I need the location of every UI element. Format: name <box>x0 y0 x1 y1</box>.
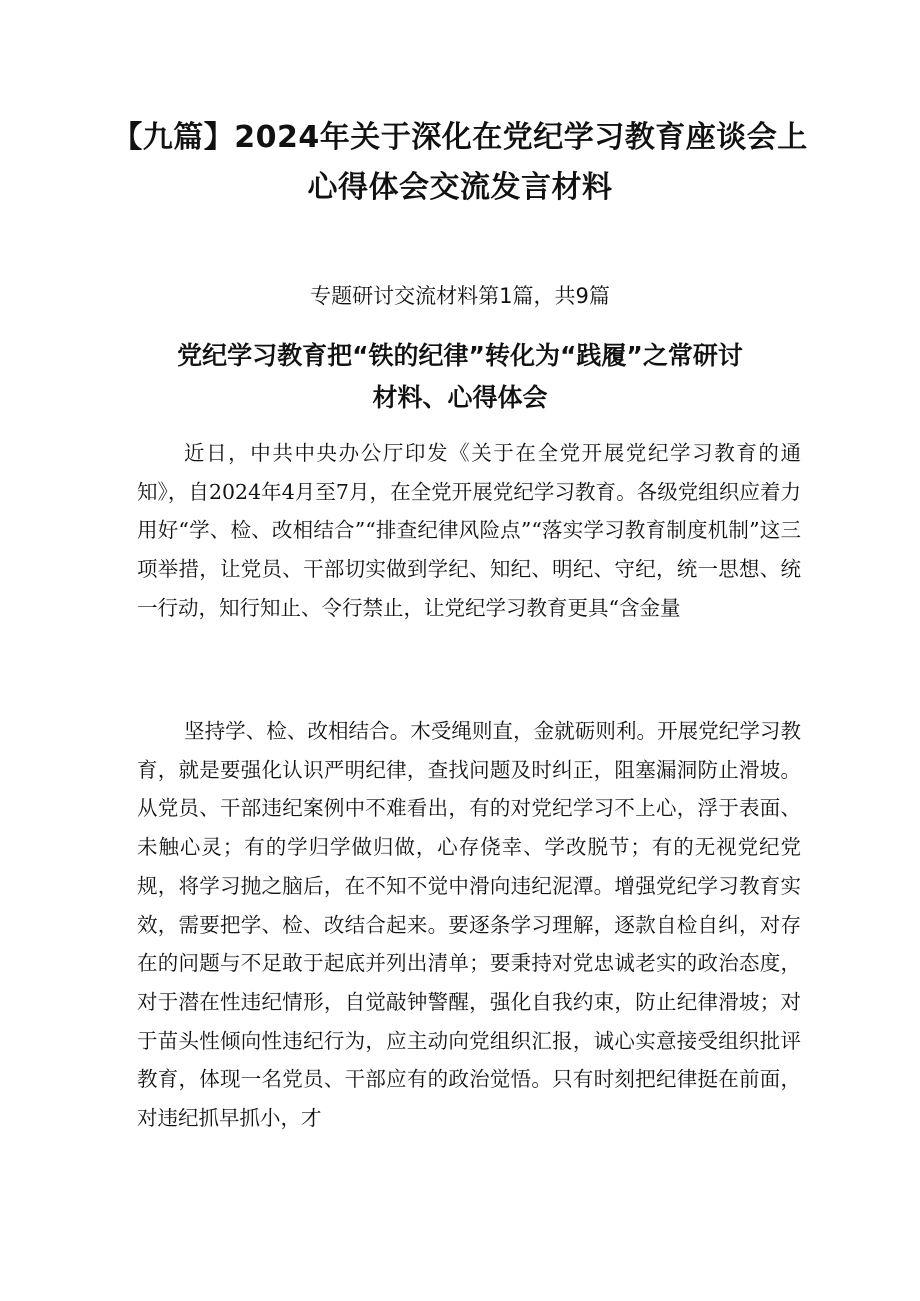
section-heading-line-2: 材料、心得体会 <box>372 383 548 412</box>
body-paragraph-2: 坚持学、检、改相结合。木受绳则直，金就砺则利。开展党纪学习教育，就是要强化认识严明纪律，查找问题及时纠正，阻塞漏洞防止滑坡。从党员、干部违纪案例中不难看出，有的对党纪学习不上心，浮于表面、未触心灵；有的学归学做归做，心存侥幸、学改脱节；有的无视党纪党规，将学习抛之脑后，在不知不觉中滑向违纪泥潭。增强党纪学习教育实效，需要把学、检、改结合起来。要逐条学习理解，逐款自检自纠，对存在的问题与不足敢于起底并列出清单；要秉持对党忠诚老实的政治态度，对于潜在性违纪情形，自觉敲钟警醒，强化自我约束，防止纪律滑坡；对于苗头性倾向性违纪行为，应主动向党组织汇报，诚心实意接受组织批评教育，体现一名党员、干部应有的政治觉悟。只有时刻把纪律挺在前面，对违纪抓早抓小，才 <box>137 719 801 1131</box>
body-paragraph-1: 近日，中共中央办公厅印发《关于在全党开展党纪学习教育的通知》，自2024年4月至7月，在全党开展党纪学习教育。各级党组织应着力用好“学、检、改相结合”“排查纪律风险点”“落实学习教育制度机制”这三项举措，让党员、干部切实做到学纪、知纪、明纪、守纪，统一思想、统一行动，知行知止、令行禁止，让党纪学习教育更具“含金量 <box>137 441 801 620</box>
document-subtitle: 专题研讨交流材料第1篇，共9篇 <box>310 284 610 308</box>
document-title-line-2: 心得体会交流发言材料 <box>307 170 613 205</box>
section-heading-line-1: 党纪学习教育把“铁的纪律”转化为“践履”之常研讨 <box>177 341 743 370</box>
document-title-line-1: 【九篇】2024年关于深化在党纪学习教育座谈会上 <box>112 120 808 155</box>
